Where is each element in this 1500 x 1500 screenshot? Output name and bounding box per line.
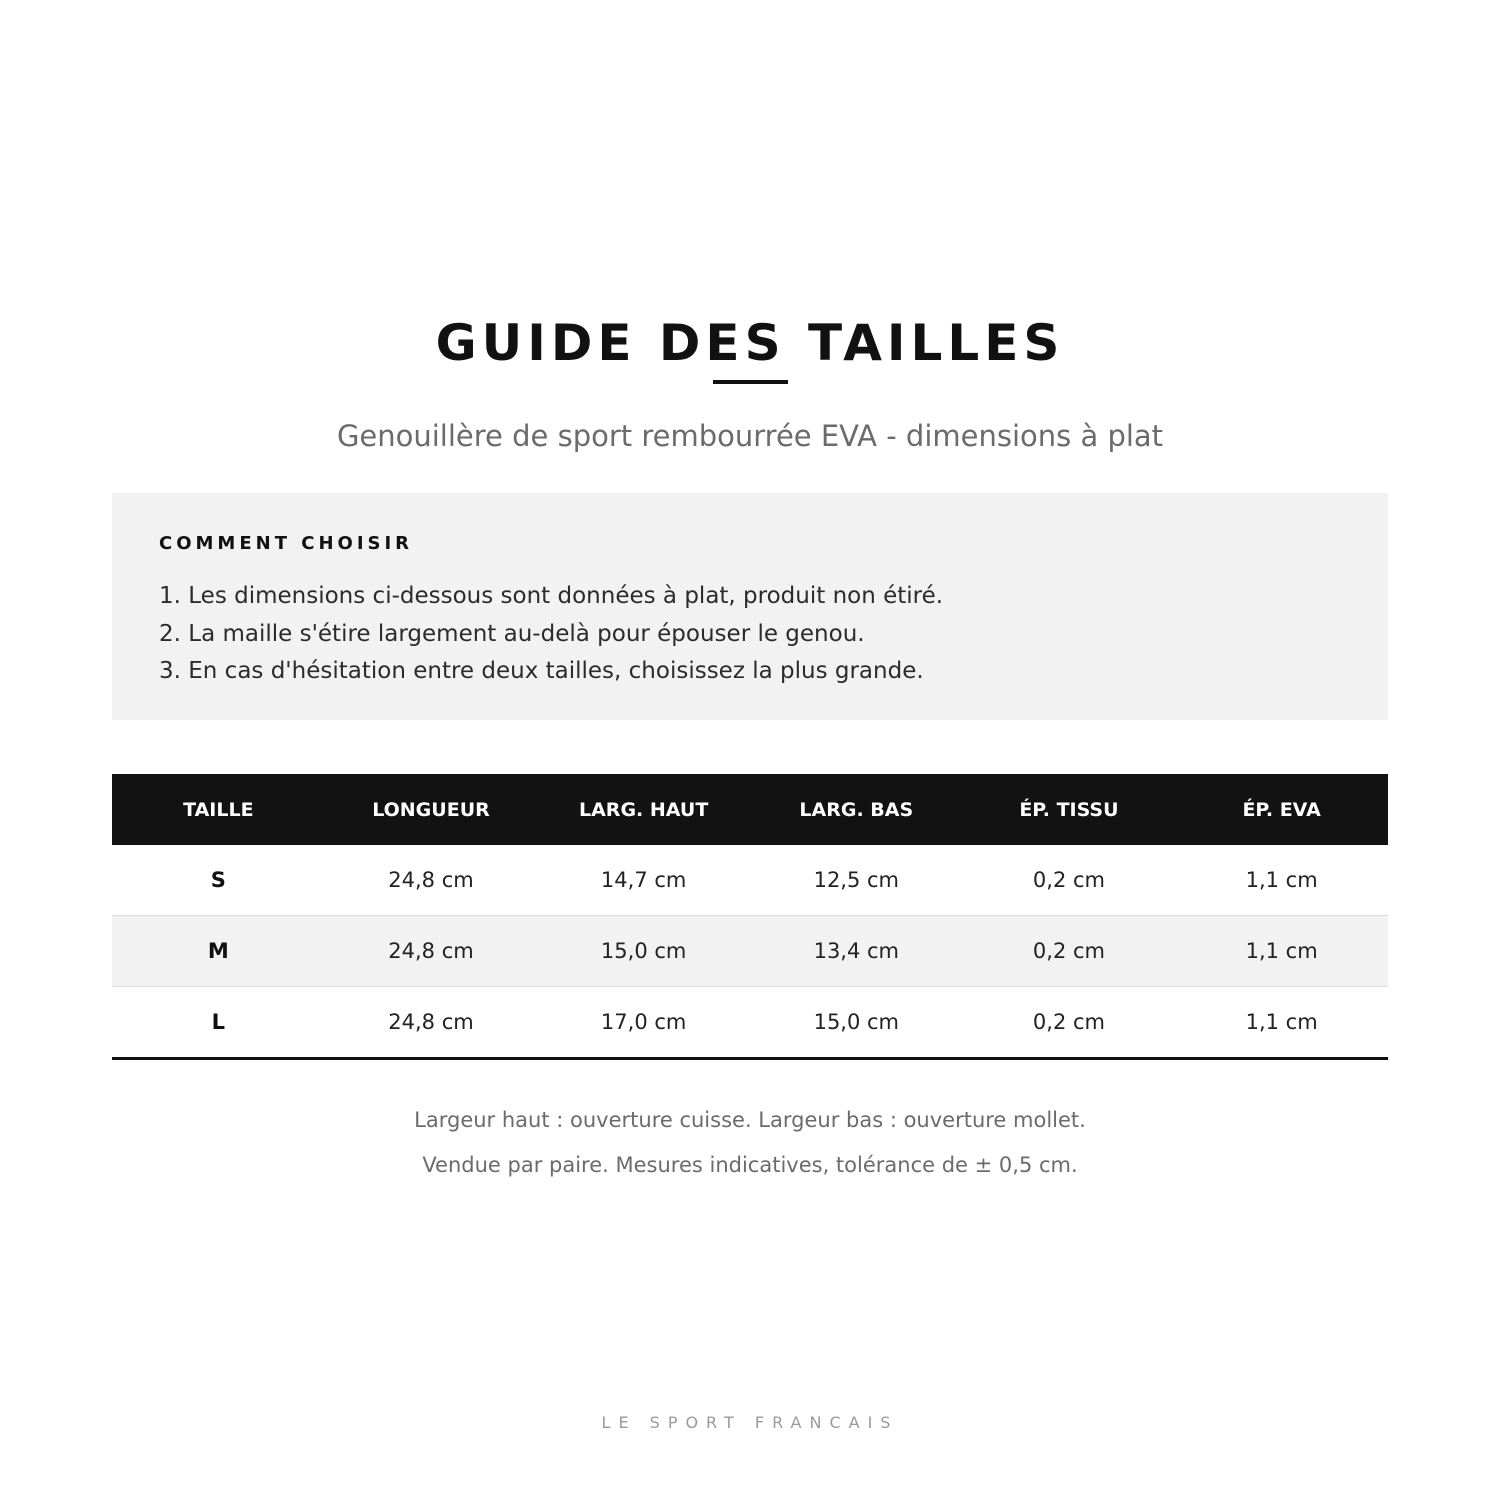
length-cell: 24,8 cm bbox=[325, 916, 538, 987]
size-cell: S bbox=[210, 868, 226, 892]
column-header-length: LONGUEUR bbox=[325, 774, 538, 845]
table-row bbox=[112, 916, 1388, 987]
top-width-cell: 15,0 cm bbox=[537, 916, 750, 987]
footnote: Largeur haut : ouverture cuisse. Largeur bas : ouverture mollet. bbox=[414, 1108, 1086, 1132]
footnote: Vendue par paire. Mesures indicatives, tolérance de ± 0,5 cm. bbox=[422, 1153, 1078, 1177]
fabric-thickness-cell: 0,2 cm bbox=[1032, 868, 1105, 892]
table-header-row bbox=[112, 774, 1388, 845]
column-header-size: TAILLE bbox=[112, 774, 325, 845]
column-header-fabric-thickness: ÉP. TISSU bbox=[963, 774, 1176, 845]
brand-wordmark: LE SPORT FRANCAIS bbox=[601, 1413, 899, 1432]
size-table-header bbox=[112, 774, 1388, 845]
eva-thickness-cell: 1,1 cm bbox=[1245, 868, 1318, 892]
footnotes bbox=[0, 1098, 1500, 1188]
how-to-choose-list bbox=[159, 578, 943, 691]
column-header-top-width: LARG. HAUT bbox=[537, 774, 750, 845]
list-item: 1. Les dimensions ci-dessous sont données à plat, produit non étiré. bbox=[159, 583, 944, 609]
length-cell: 24,8 cm bbox=[388, 1010, 474, 1034]
size-cell: M bbox=[112, 916, 325, 987]
size-table-body bbox=[112, 845, 1388, 1059]
eva-thickness-cell: 1,1 cm bbox=[1175, 916, 1388, 987]
list-item: 2. La maille s'étire largement au-delà pour épouser le genou. bbox=[159, 620, 865, 647]
bottom-width-cell: 12,5 cm bbox=[813, 868, 900, 892]
length-cell: 24,8 cm bbox=[388, 868, 474, 892]
page-subtitle: Genouillère de sport rembourrée EVA - dimensions à plat bbox=[336, 419, 1164, 453]
how-to-choose-heading: COMMENT CHOISIR bbox=[159, 533, 414, 554]
list-item: 3. En cas d'hésitation entre deux tailles, choisissez la plus grande. bbox=[159, 658, 924, 684]
column-header-eva-thickness: ÉP. EVA bbox=[1175, 774, 1388, 845]
eva-thickness-cell: 1,1 cm bbox=[1245, 1010, 1318, 1034]
top-width-cell: 14,7 cm bbox=[600, 868, 687, 892]
bottom-width-cell: 13,4 cm bbox=[750, 916, 963, 987]
page-title: GUIDE DES TAILLES bbox=[435, 314, 1065, 372]
size-cell: L bbox=[211, 1010, 226, 1034]
column-header-bottom-width: LARG. BAS bbox=[750, 774, 963, 845]
fabric-thickness-cell: 0,2 cm bbox=[963, 916, 1176, 987]
title-underline bbox=[713, 380, 788, 384]
top-width-cell: 17,0 cm bbox=[600, 1010, 687, 1034]
table-row bbox=[112, 987, 1388, 1059]
table-row bbox=[112, 845, 1388, 916]
bottom-width-cell: 15,0 cm bbox=[813, 1010, 900, 1034]
how-to-choose-panel bbox=[112, 493, 1388, 720]
fabric-thickness-cell: 0,2 cm bbox=[1032, 1010, 1105, 1034]
size-table bbox=[112, 774, 1388, 1060]
